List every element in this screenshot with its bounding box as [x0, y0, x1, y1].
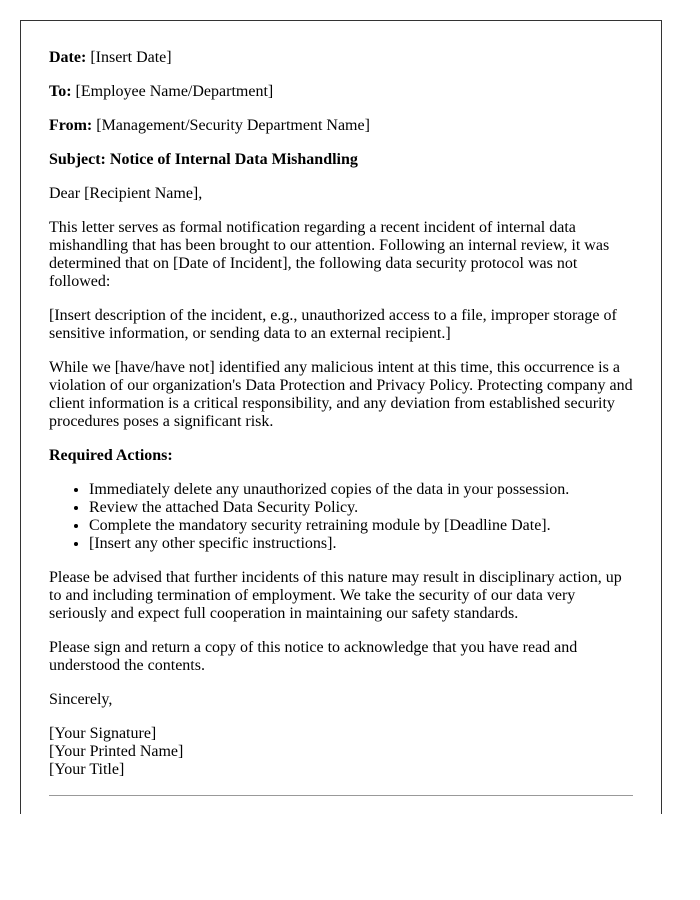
from-line — [49, 117, 633, 135]
required-actions-list — [49, 481, 633, 553]
footer-divider — [49, 795, 633, 796]
to-label: To: — [49, 83, 72, 100]
paragraph-consequences: Please be advised that further incidents of this nature may result in disciplinary action, up to and including termination of employment. We take the security of our data very seriously and expect full cooperation in maintaining our safety standards. — [49, 569, 622, 622]
title-placeholder: [Your Title] — [49, 761, 125, 778]
list-item: • [Insert any other specific instructions]. — [89, 535, 633, 553]
paragraph-incident-description: [Insert description of the incident, e.g., unauthorized access to a file, improper storage of sensitive information, or sending data to an external recipient.] — [49, 307, 617, 342]
required-actions-heading-text: Required Actions: — [49, 447, 173, 464]
from-label: From: — [49, 117, 93, 134]
subject-line — [49, 151, 633, 169]
date-value: [Insert Date] — [90, 49, 172, 66]
to-line — [49, 83, 633, 101]
list-item: • Complete the mandatory security retraining module by [Deadline Date]. — [89, 517, 633, 535]
signature-block — [49, 725, 633, 779]
signature-placeholder: [Your Signature] — [49, 725, 157, 742]
paragraph-acknowledgement: Please sign and return a copy of this notice to acknowledge that you have read and understood the contents. — [49, 639, 578, 674]
paragraph-notification: This letter serves as formal notification regarding a recent incident of internal data mishandling that has been brought to our attention. Following an internal review, it was determined that on [Date of Incident], the following data security protocol was not followed: — [49, 219, 610, 290]
to-value: [Employee Name/Department] — [75, 83, 274, 100]
valediction: Sincerely, — [49, 691, 113, 708]
list-item: • Immediately delete any unauthorized copies of the data in your possession. — [89, 481, 633, 499]
printed-name-placeholder: [Your Printed Name] — [49, 743, 184, 760]
list-item: • Review the attached Data Security Policy. — [89, 499, 633, 517]
date-line — [49, 49, 633, 67]
from-value: [Management/Security Department Name] — [96, 117, 370, 134]
salutation: Dear [Recipient Name], — [49, 185, 203, 202]
letter-container — [20, 20, 662, 814]
date-label: Date: — [49, 49, 87, 66]
paragraph-policy-violation: While we [have/have not] identified any malicious intent at this time, this occurrence is a violation of our organization's Data Protection and Privacy Policy. Protecting company and client information is a critical responsibility, and any deviation from established security procedures poses a significant risk. — [49, 359, 633, 430]
required-actions-heading — [49, 447, 633, 465]
subject-text: Subject: Notice of Internal Data Mishandling — [49, 151, 358, 168]
